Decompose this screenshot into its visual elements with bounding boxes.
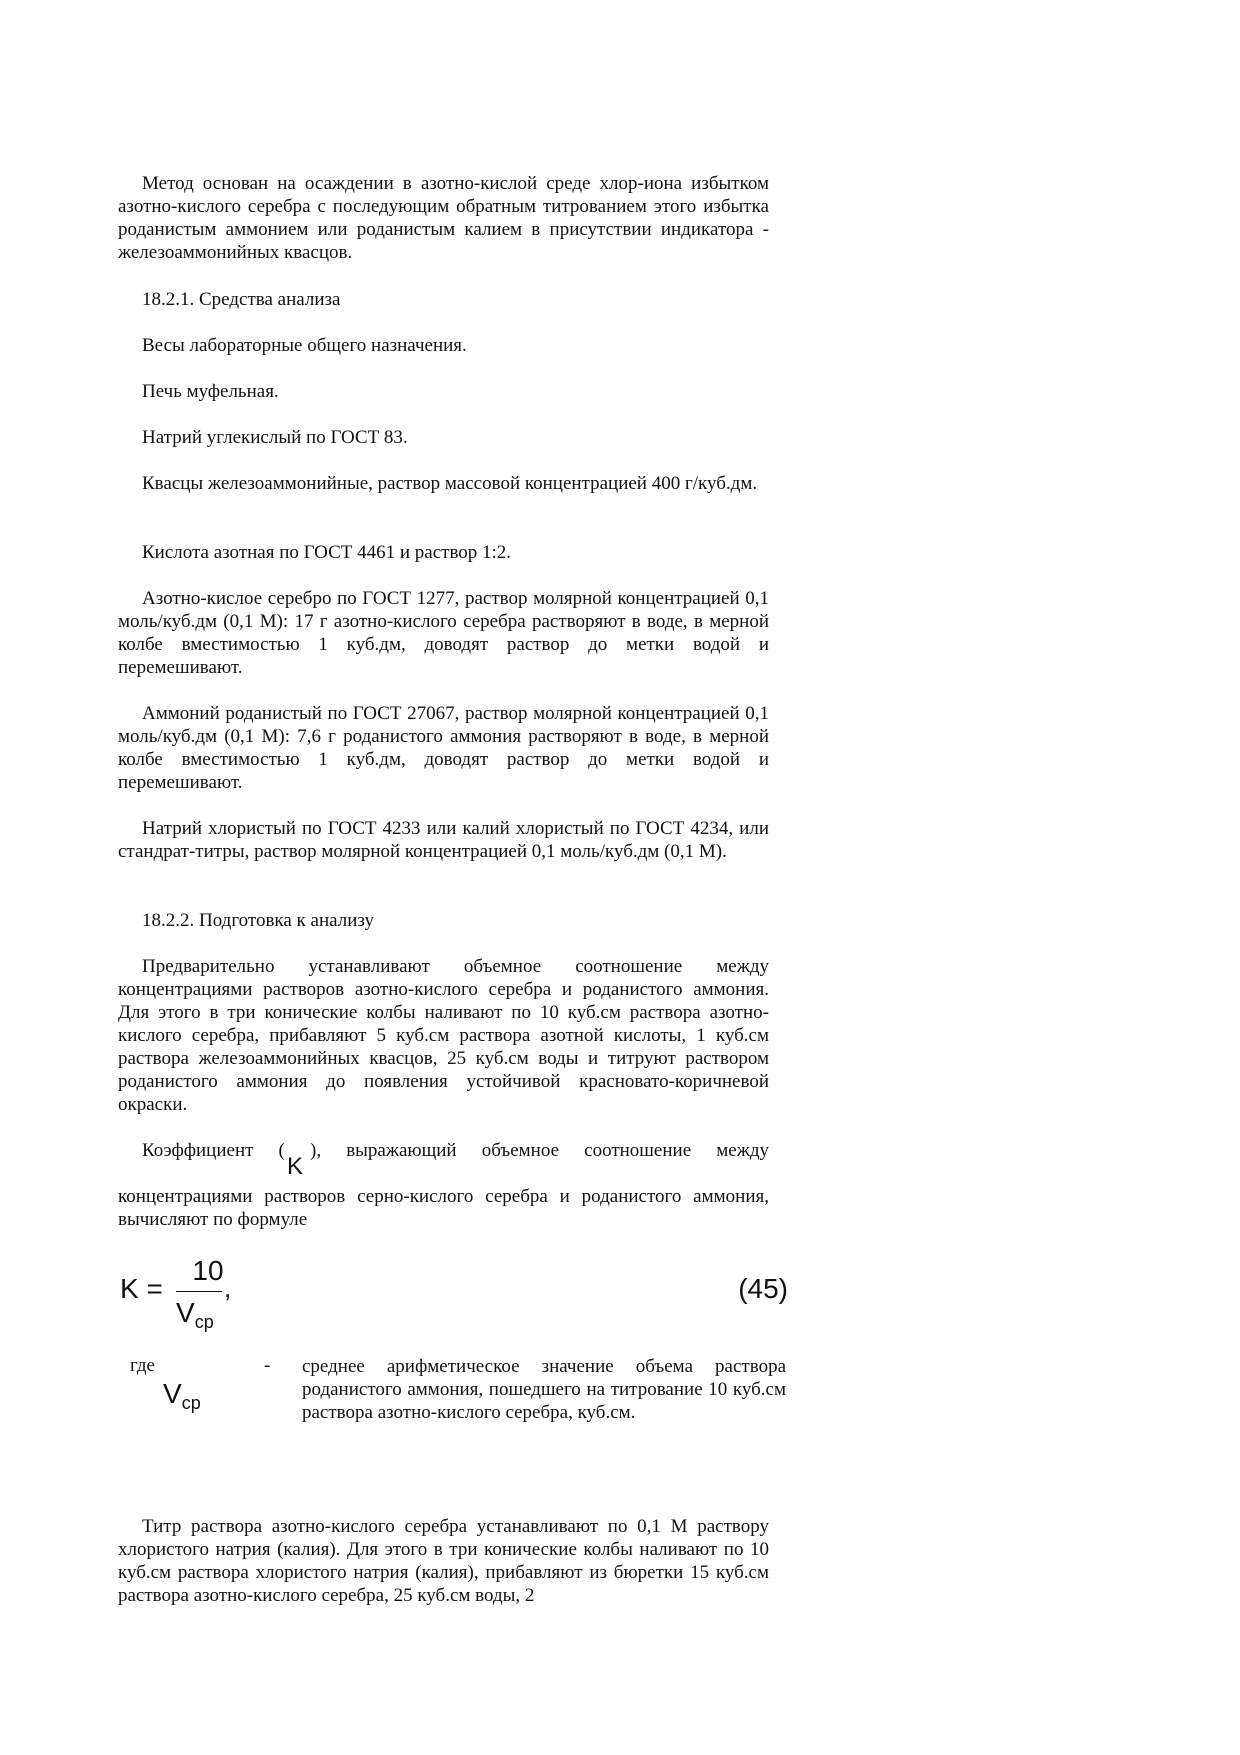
where-symbol-main: V [163,1378,182,1409]
where-dash: - [264,1355,271,1376]
paragraph-alum: Квасцы железоаммонийные, раствор массовой концентрацией 400 г/куб.дм. [142,473,758,494]
where-symbol [163,1378,201,1413]
section-heading-means: 18.2.1. Средства анализа [142,289,341,310]
formula-denominator [176,1297,214,1332]
formula-45 [118,1255,788,1335]
paragraph-scales: Весы лабораторные общего назначения. [142,335,467,356]
where-definition: среднее арифметическое значение объема раствора роданистого аммония, пошедшего на титрование 10 куб.см раствора азотно-кислого серебра, куб.см. [302,1356,786,1423]
inline-k-symbol: K [287,1153,304,1180]
paragraph-furnace: Печь муфельная. [142,381,279,402]
formula-comma: , [224,1273,232,1303]
paragraph-ammonium-thiocyanate: Аммоний роданистый по ГОСТ 27067, раствор молярной концентрацией 0,1 моль/куб.дм (0,1 М): 7,6 г роданистого аммония растворяют в воде, в мерной колбе вместимостью 1 куб.дм, доводят раствор до метки водой и перемешивают. [118,703,769,793]
paragraph-nitric-acid: Кислота азотная по ГОСТ 4461 и раствор 1:2. [142,542,512,563]
equation-number: (45) [738,1273,788,1304]
paragraph-method: Метод основан на осаждении в азотно-кислой среде хлор-иона избытком азотно-кислого серебра с последующим обратным титрованием этого избытка роданистым аммонием или роданистым калием в присутствии индикатора - железоаммонийных квасцов. [118,173,769,263]
paragraph-preliminary: Предварительно устанавливают объемное соотношение между концентрациями растворов азотно-кислого серебра и роданистого аммония. Для этого в три конические колбы наливают по 10 куб.см раствора азотно-кислого серебра, прибавляют 5 куб.см раствора азотной кислоты, 1 куб.см раствора железоаммонийных квасцов, 25 куб.см воды и титруют раствором роданистого аммония до появления устойчивой красновато-коричневой окраски. [118,956,769,1115]
where-label: где [130,1355,155,1376]
denominator-subscript: ср [194,1312,214,1332]
paragraph-silver-nitrate: Азотно-кислое серебро по ГОСТ 1277, раствор молярной концентрацией 0,1 моль/куб.дм (0,1 М): 17 г азотно-кислого серебра растворяют в воде, в мерной колбе вместимостью 1 куб.дм, доводят раствор до метки водой и перемешивают. [118,588,769,678]
where-symbol-subscript: ср [181,1393,201,1413]
formula-numerator: 10 [192,1255,224,1286]
paragraph-coefficient-line2: концентрациями растворов серно-кислого серебра и роданистого аммония, вычисляют по формуле [118,1186,769,1230]
denominator-main: V [176,1297,195,1328]
formula-lhs: K = [120,1273,163,1304]
fraction-bar [176,1291,222,1292]
paragraph-sodium-carbonate: Натрий углекислый по ГОСТ 83. [142,427,408,448]
paragraph-titer: Титр раствора азотно-кислого серебра устанавливают по 0,1 М раствору хлористого натрия (калия). Для этого в три конические колбы наливают по 10 куб.см раствора хлористого натрия (калия), прибавляют из бюретки 15 куб.см раствора азотно-кислого серебра, 25 куб.см воды, 2 [118,1516,769,1606]
paragraph-sodium-chloride: Натрий хлористый по ГОСТ 4233 или калий хлористый по ГОСТ 4234, или стандрат-титры, раствор молярной концентрацией 0,1 моль/куб.дм (0,1 М). [118,818,769,862]
paragraph-coefficient-line1: Коэффициент ( ), выражающий объемное соотношение между [142,1140,769,1161]
section-heading-preparation: 18.2.2. Подготовка к анализу [142,910,374,931]
